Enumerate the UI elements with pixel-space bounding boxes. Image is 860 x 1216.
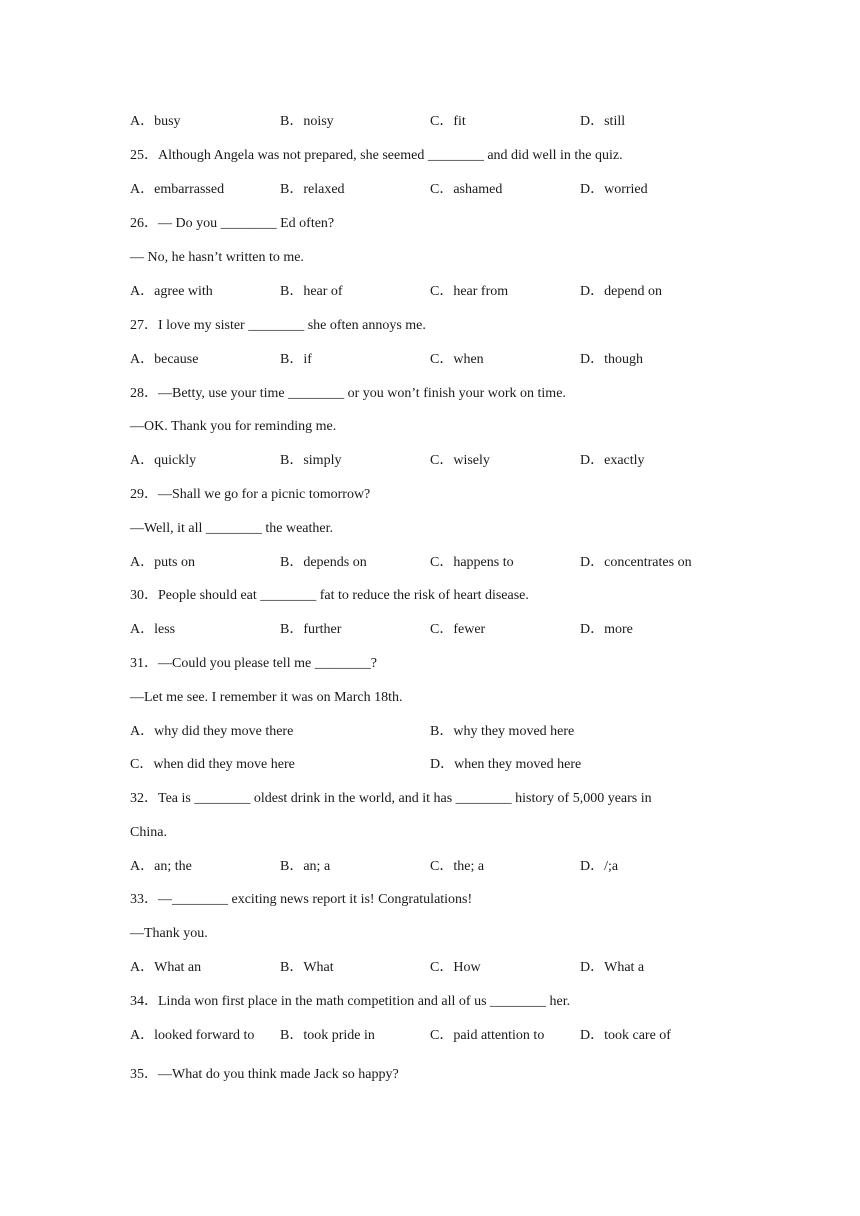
q27-option-b: B．if [280,352,312,367]
q35-stem: 35．—What do you think made Jack so happy? [130,1067,399,1082]
q33-stem: 33．—________ exciting news report it is! Congratulations! [130,892,473,907]
q29-stem: 29．—Shall we go for a picnic tomorrow? [130,487,371,502]
q32-option-a: A．an; the [130,859,192,874]
q32-option-b: B．an; a [280,859,331,874]
q28-option-d: D．exactly [580,453,645,468]
q29-option-c: C．happens to [430,555,514,570]
q24-option-c: C．fit [430,114,466,129]
q28-stem: 28．—Betty, use your time ________ or you won’t finish your work on time. [130,386,566,401]
q28-option-c: C．wisely [430,453,490,468]
q24-option-a: A．busy [130,114,181,129]
q30-option-c: C．fewer [430,622,486,637]
q26-reply: — No, he hasn’t written to me. [130,250,304,265]
q25-option-a: A．embarrassed [130,182,225,197]
q26-option-a: A．agree with [130,284,213,299]
q25-option-c: C．ashamed [430,182,503,197]
q29-option-b: B．depends on [280,555,367,570]
q30-stem: 30．People should eat ________ fat to reduce the risk of heart disease. [130,588,529,603]
q31-option-d: D．when they moved here [430,757,582,772]
q29-option-d: D．concentrates on [580,555,692,570]
q26-stem: 26．— Do you ________ Ed often? [130,216,335,231]
q32-option-d: D．/;a [580,859,619,874]
q33-option-a: A．What an [130,960,202,975]
q32-option-c: C．the; a [430,859,485,874]
q30-option-b: B．further [280,622,342,637]
q34-option-c: C．paid attention to [430,1028,545,1043]
q34-option-a: A．looked forward to [130,1028,255,1043]
q28-reply: —OK. Thank you for reminding me. [130,419,337,434]
q24-option-b: B．noisy [280,114,334,129]
q34-option-d: D．took care of [580,1028,671,1043]
q27-stem: 27．I love my sister ________ she often annoys me. [130,318,426,333]
q31-stem: 31．—Could you please tell me ________? [130,656,377,671]
q34-option-b: B．took pride in [280,1028,375,1043]
q31-option-a: A．why did they move there [130,724,294,739]
q31-reply: —Let me see. I remember it was on March 18th. [130,690,403,705]
q25-option-d: D．worried [580,182,648,197]
q31-option-c: C．when did they move here [130,757,295,772]
q28-option-a: A．quickly [130,453,197,468]
q29-option-a: A．puts on [130,555,195,570]
q26-option-d: D．depend on [580,284,663,299]
q27-option-d: D．though [580,352,643,367]
q25-stem: 25．Although Angela was not prepared, she seemed ________ and did well in the quiz. [130,148,623,163]
q33-option-c: C．How [430,960,481,975]
q30-option-d: D．more [580,622,633,637]
q26-option-b: B．hear of [280,284,343,299]
q33-option-d: D．What a [580,960,645,975]
q25-option-b: B．relaxed [280,182,345,197]
q30-option-a: A．less [130,622,176,637]
q34-stem: 34．Linda won first place in the math competition and all of us ________ her. [130,994,571,1009]
q27-option-c: C．when [430,352,484,367]
q28-option-b: B．simply [280,453,342,468]
q26-option-c: C．hear from [430,284,509,299]
q29-reply: —Well, it all ________ the weather. [130,521,333,536]
q32-stem-continued: China. [130,825,167,840]
q32-stem: 32．Tea is ________ oldest drink in the world, and it has ________ history of 5,000 years in [130,791,652,806]
q31-option-b: B．why they moved here [430,724,575,739]
q24-option-d: D．still [580,114,626,129]
q33-option-b: B．What [280,960,334,975]
q33-reply: —Thank you. [130,926,208,941]
q27-option-a: A．because [130,352,199,367]
